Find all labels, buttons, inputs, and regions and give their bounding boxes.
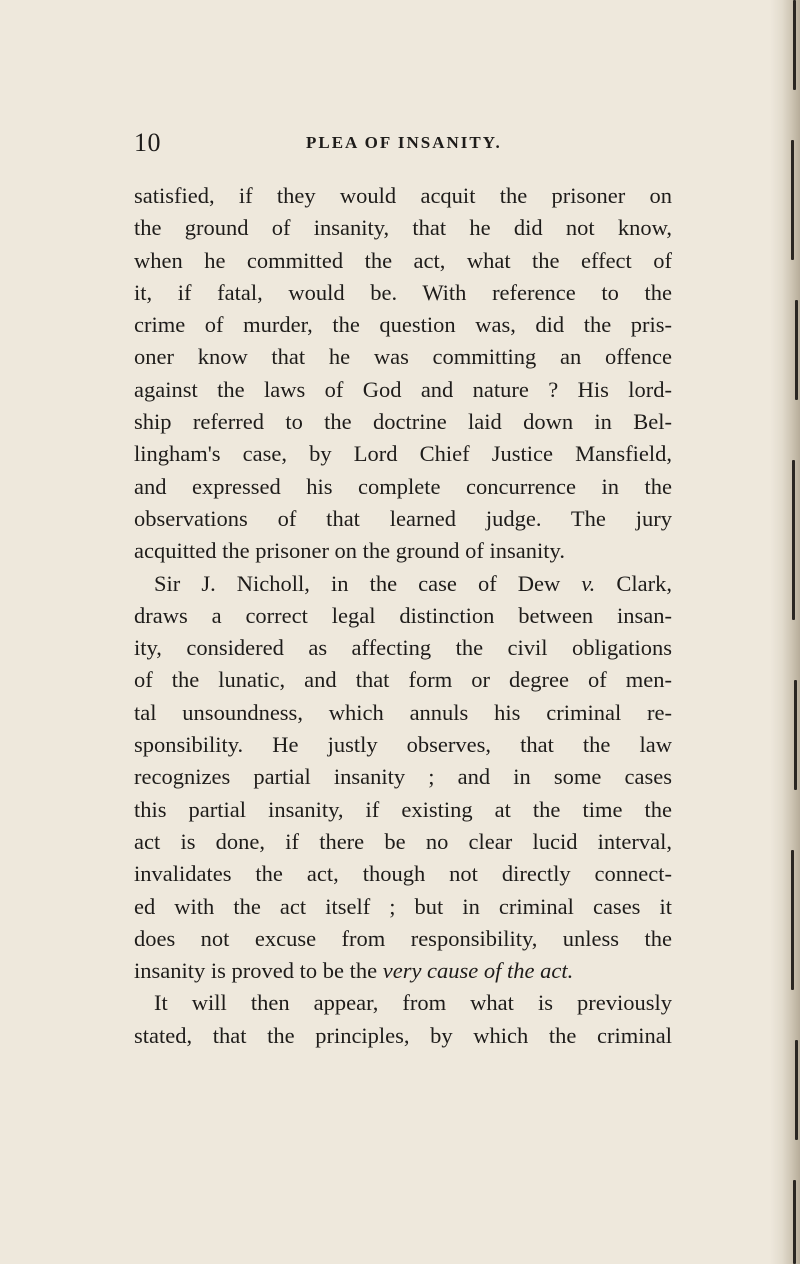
text-line: this partial insanity, if existing at the time the: [134, 796, 672, 822]
text-line: against the laws of God and nature ? His lord-: [134, 376, 672, 402]
body-text: [134, 180, 672, 1052]
page-binding-edge: [770, 0, 800, 1264]
text-line: ity, considered as affecting the civil obligations: [134, 635, 672, 661]
italic-segment: very cause of the act.: [382, 958, 574, 984]
text-line: does not excuse from responsibility, unless the: [134, 925, 672, 951]
text-line: when he committed the act, what the effect of: [134, 247, 672, 273]
text-segment: insanity is proved to be the: [134, 958, 378, 984]
text-line: satisfied, if they would acquit the prisoner on: [134, 183, 672, 208]
running-head: PLEA OF INSANITY.: [306, 133, 502, 152]
text-line: it, if fatal, would be. With reference to the: [134, 279, 672, 305]
text-line: the ground of insanity, that he did not know,: [134, 215, 672, 241]
binding-shadow-line: [793, 0, 796, 90]
text-line: and expressed his complete concurrence in the: [134, 473, 672, 499]
binding-shadow-line: [795, 300, 798, 400]
text-line: stated, that the principles, by which the criminal: [134, 1022, 672, 1048]
text-segment: Clark,: [616, 570, 673, 596]
text-line: tal unsoundness, which annuls his criminal re-: [134, 699, 672, 725]
binding-shadow-line: [793, 1180, 796, 1264]
text-line-paragraph-start: It will then appear, from what is previously: [154, 990, 672, 1016]
text-line: sponsibility. He justly observes, that the law: [134, 732, 672, 758]
binding-shadow-line: [795, 1040, 798, 1140]
binding-shadow-line: [791, 140, 794, 260]
page-header: [134, 128, 680, 158]
page-number: 10: [134, 128, 161, 157]
text-line: draws a correct legal distinction between insan-: [134, 602, 672, 628]
text-segment: Sir J. Nicholl, in the case of Dew: [154, 570, 561, 596]
text-line: oner know that he was committing an offence: [134, 344, 672, 370]
text-line: recognizes partial insanity ; and in some cases: [134, 764, 672, 790]
text-line: invalidates the act, though not directly connect-: [134, 861, 672, 887]
text-line: ship referred to the doctrine laid down in Bel-: [134, 409, 672, 435]
text-line: of the lunatic, and that form or degree of men-: [134, 667, 672, 693]
text-line: observations of that learned judge. The jury: [134, 505, 672, 531]
binding-shadow-line: [794, 680, 797, 790]
text-line: acquitted the prisoner on the ground of insanity.: [134, 538, 565, 564]
text-line-paragraph-start: [134, 568, 672, 600]
binding-shadow-line: [792, 460, 795, 620]
italic-segment: v.: [581, 570, 596, 596]
text-line: ed with the act itself ; but in criminal cases it: [134, 893, 672, 919]
binding-shadow-line: [791, 850, 794, 990]
text-line: act is done, if there be no clear lucid interval,: [134, 828, 672, 854]
text-line-paragraph-end: [134, 955, 672, 987]
text-line: crime of murder, the question was, did the pris-: [134, 312, 672, 338]
text-line: lingham's case, by Lord Chief Justice Mansfield,: [134, 441, 672, 467]
